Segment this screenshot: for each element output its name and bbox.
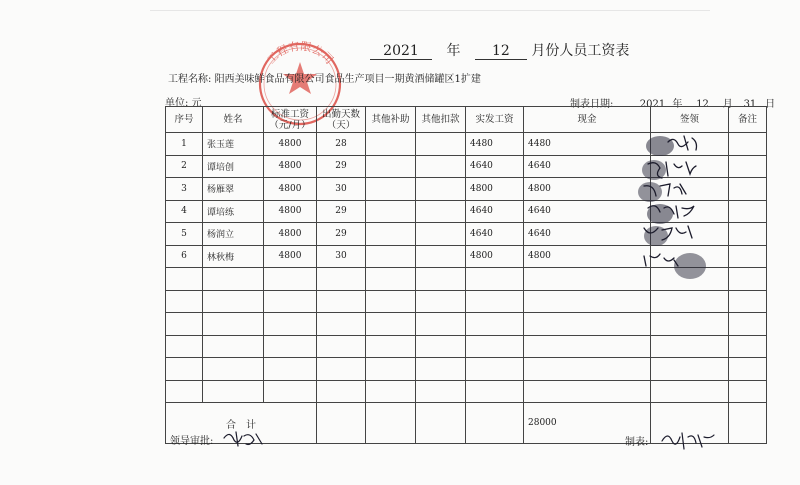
- approve-label: 领导审批:: [170, 436, 214, 447]
- paper-edge: [150, 10, 710, 11]
- cell-subsidy: [366, 245, 416, 268]
- cell-no: 3: [166, 178, 203, 201]
- cell-cash: 4640: [524, 223, 651, 246]
- table-maker: [625, 433, 648, 448]
- empty-row: [166, 358, 767, 381]
- header-cell: 其他补助: [366, 107, 416, 133]
- cell-subsidy: [366, 200, 416, 223]
- cell-actual-pay: 4480: [466, 133, 524, 156]
- cell-remark: [729, 133, 767, 156]
- title-year-unit: 年: [446, 43, 461, 59]
- cell-subsidy: [366, 133, 416, 156]
- cell-no: 6: [166, 245, 203, 268]
- empty-row: [166, 335, 767, 358]
- header-cell: 现金: [524, 107, 651, 133]
- empty-row: [166, 313, 767, 336]
- cell-standard-wage: 4800: [264, 200, 317, 223]
- cell-subsidy: [366, 223, 416, 246]
- header-cell: 备注: [729, 107, 767, 133]
- leader-approval: [170, 432, 213, 447]
- cell-actual-pay: 4640: [466, 155, 524, 178]
- sheet-title: [370, 40, 629, 60]
- cell-remark: [729, 178, 767, 201]
- project-value: 阳西美味鲜食品有限公司食品生产项目一期黄酒储罐区1扩建: [214, 74, 481, 85]
- cell-actual-pay: 4640: [466, 223, 524, 246]
- title-month: 12: [475, 43, 527, 60]
- currency-unit: 单位: 元: [165, 98, 202, 109]
- cell-no: 2: [166, 155, 203, 178]
- cell-deduction: [416, 178, 466, 201]
- cell-subsidy: [366, 155, 416, 178]
- cell-subsidy: [366, 178, 416, 201]
- project-label: 工程名称:: [168, 74, 212, 85]
- cell-no: 4: [166, 200, 203, 223]
- cell-cash: 4640: [524, 200, 651, 223]
- header-cell: 序号: [166, 107, 203, 133]
- approver-signature: [222, 428, 266, 448]
- empty-row: [166, 290, 767, 313]
- cell-actual-pay: 4640: [466, 200, 524, 223]
- cell-remark: [729, 200, 767, 223]
- cell-name: 张玉莲: [203, 133, 264, 156]
- cell-no: 5: [166, 223, 203, 246]
- cell-cash: 4800: [524, 178, 651, 201]
- cell-days: 29: [317, 223, 366, 246]
- cell-cash: 4480: [524, 133, 651, 156]
- cell-name: 林秋梅: [203, 245, 264, 268]
- cell-cash: 4800: [524, 245, 651, 268]
- project-name: [168, 70, 481, 85]
- maker-signature: [660, 429, 716, 451]
- cell-no: 1: [166, 133, 203, 156]
- cell-remark: [729, 155, 767, 178]
- cell-standard-wage: 4800: [264, 178, 317, 201]
- cell-actual-pay: 4800: [466, 245, 524, 268]
- cell-days: 30: [317, 178, 366, 201]
- cell-standard-wage: 4800: [264, 245, 317, 268]
- cell-days: 29: [317, 155, 366, 178]
- header-cell: 姓名: [203, 107, 264, 133]
- date-month: 12: [696, 99, 709, 110]
- header-cell: 实发工资: [466, 107, 524, 133]
- date-day-unit: 日: [765, 99, 776, 110]
- empty-row: [166, 380, 767, 403]
- total-label: 合 计: [166, 403, 317, 444]
- cell-standard-wage: 4800: [264, 223, 317, 246]
- cell-deduction: [416, 245, 466, 268]
- header-cell: 出勤天数（天）: [317, 107, 366, 133]
- header-cell: 其他扣款: [416, 107, 466, 133]
- signatures-group: [630, 128, 722, 288]
- cell-deduction: [416, 223, 466, 246]
- title-rest: 月份人员工资表: [531, 43, 630, 59]
- cell-remark: [729, 223, 767, 246]
- date-day: 31: [743, 99, 757, 110]
- cell-name: 谭培练: [203, 200, 264, 223]
- svg-text:工程有限公司: 工程有限公司: [264, 39, 336, 67]
- cell-name: 谭培创: [203, 155, 264, 178]
- cell-name: 杨雁翠: [203, 178, 264, 201]
- cell-name: 杨润立: [203, 223, 264, 246]
- cell-deduction: [416, 200, 466, 223]
- cell-actual-pay: 4800: [466, 178, 524, 201]
- cell-deduction: [416, 133, 466, 156]
- total-cash: 28000: [524, 403, 651, 444]
- date-year: 2021: [639, 99, 666, 110]
- header-cell: 签领: [651, 107, 729, 133]
- cell-remark: [729, 245, 767, 268]
- cell-days: 30: [317, 245, 366, 268]
- cell-standard-wage: 4800: [264, 133, 317, 156]
- date-label: 制表日期:: [570, 99, 614, 110]
- date-year-unit: 年: [672, 99, 683, 110]
- cell-cash: 4640: [524, 155, 651, 178]
- cell-days: 29: [317, 200, 366, 223]
- cell-days: 28: [317, 133, 366, 156]
- cell-standard-wage: 4800: [264, 155, 317, 178]
- date-month-unit: 月: [722, 99, 733, 110]
- header-cell: 标准工资（元/月）: [264, 107, 317, 133]
- maker-label: 制表:: [625, 437, 649, 448]
- cell-deduction: [416, 155, 466, 178]
- title-year: 2021: [370, 43, 432, 60]
